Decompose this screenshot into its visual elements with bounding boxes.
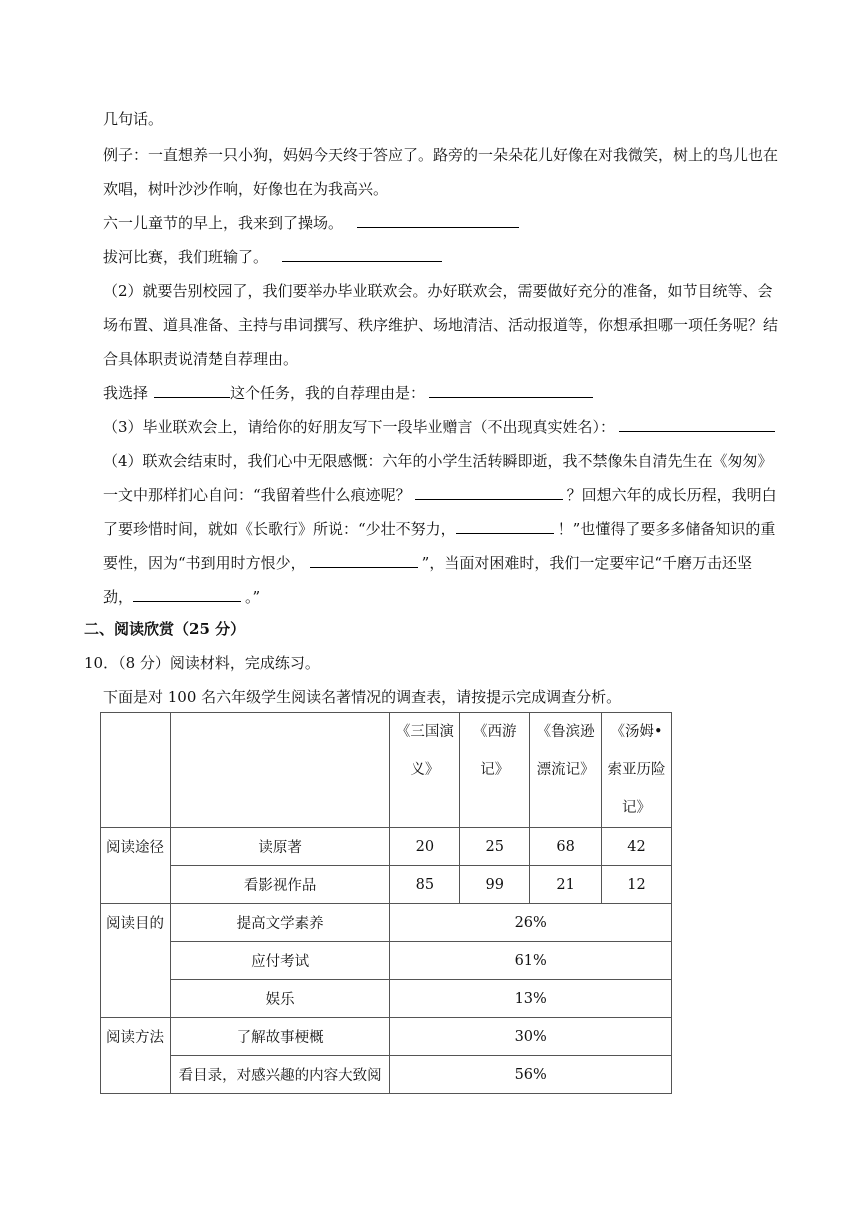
percent-cell: 30% — [390, 1018, 672, 1056]
part4-line-3 — [103, 518, 775, 540]
question-10-title: 10．（8 分）阅读材料，完成练习。 — [84, 654, 320, 672]
data-cell: 85 — [390, 866, 460, 904]
book-header: 《鲁滨逊 漂流记》 — [530, 713, 602, 828]
category-label: 阅读目的 — [101, 904, 171, 1018]
table-row — [101, 1056, 672, 1094]
part4-text: 要性，因为“书到用时方恨少， — [103, 554, 306, 572]
row-name: 应付考试 — [170, 942, 390, 980]
table-row — [101, 942, 672, 980]
task-blank[interactable] — [154, 383, 230, 398]
table-row — [101, 1018, 672, 1056]
book-header: 《三国演 义》 — [390, 713, 460, 828]
row-name: 看目录，对感兴趣的内容大致阅 — [170, 1056, 390, 1094]
part4-line-4 — [103, 552, 752, 574]
row-name: 提高文学素养 — [170, 904, 390, 942]
table-row — [101, 866, 672, 904]
data-cell: 12 — [602, 866, 672, 904]
part4-text: 劲， — [103, 588, 134, 606]
part3-line — [103, 416, 779, 438]
answer-blank[interactable] — [282, 247, 442, 262]
choose-label: 我选择 — [103, 384, 149, 402]
data-cell: 20 — [390, 828, 460, 866]
data-cell: 68 — [530, 828, 602, 866]
category-label: 阅读方法 — [101, 1018, 171, 1094]
survey-table — [100, 712, 672, 1094]
example-line-1: 例子：一直想养一只小狗，妈妈今天终于答应了。路旁的一朵朵花儿好像在对我微笑，树上的鸟儿也在 — [103, 146, 779, 164]
row-name: 了解故事梗概 — [170, 1018, 390, 1056]
data-cell: 99 — [460, 866, 530, 904]
category-label: 阅读途径 — [101, 828, 171, 904]
prompt-line-1 — [103, 212, 523, 234]
percent-cell: 61% — [390, 942, 672, 980]
part4-line-1: （4）联欢会结束时，我们心中无限感慨：六年的小学生活转瞬即逝，我不禁像朱自清先生在《匆匆》 — [103, 452, 773, 470]
table-header-row — [101, 713, 672, 828]
row-name: 看影视作品 — [170, 866, 390, 904]
table-row — [101, 980, 672, 1018]
answer-blank[interactable] — [133, 587, 241, 602]
part3-text: （3）毕业联欢会上，请给你的好朋友写下一段毕业赠言（不出现真实姓名）： — [103, 418, 616, 436]
prompt-text: 六一儿童节的早上，我来到了操场。 — [103, 214, 344, 232]
data-cell: 21 — [530, 866, 602, 904]
farewell-blank[interactable] — [619, 417, 775, 432]
prompt-text: 拔河比赛，我们班输了。 — [103, 248, 269, 266]
prompt-line-2 — [103, 246, 446, 268]
part2-line-1: （2）就要告别校园了，我们要举办毕业联欢会。办好联欢会，需要做好充分的准备，如节目统等、会 — [103, 282, 773, 300]
part4-text: ”，当面对困难时，我们一定要牢记“千磨万击还坚 — [421, 554, 753, 572]
choose-reason-label: 这个任务，我的自荐理由是： — [230, 384, 426, 402]
part4-text: ？回想六年的成长历程，我明白 — [566, 486, 777, 504]
example-line-2: 欢唱，树叶沙沙作响，好像也在为我高兴。 — [103, 180, 389, 198]
section-heading: 二、阅读欣赏（25 分） — [84, 620, 246, 638]
part4-text: 了要珍惜时间，就如《长歌行》所说：“少壮不努力， — [103, 520, 456, 538]
blank-cell — [101, 713, 171, 828]
table-intro: 下面是对 100 名六年级学生阅读名著情况的调查表，请按提示完成调查分析。 — [103, 688, 622, 706]
percent-cell: 56% — [390, 1056, 672, 1094]
book-header: 《汤姆• 索亚历险 记》 — [602, 713, 672, 828]
answer-blank[interactable] — [310, 553, 418, 568]
part4-line-2 — [103, 484, 777, 506]
data-cell: 25 — [460, 828, 530, 866]
table-row — [101, 828, 672, 866]
percent-cell: 13% — [390, 980, 672, 1018]
part2-line-2: 场布置、道具准备、主持与串词撰写、秩序维护、场地清洁、活动报道等，你想承担哪一项任务呢？结 — [103, 316, 779, 334]
part2-choose-line — [103, 382, 597, 404]
answer-blank[interactable] — [415, 485, 563, 500]
text-line: 几句话。 — [103, 110, 164, 128]
part4-text: 。” — [245, 588, 261, 606]
answer-blank[interactable] — [456, 519, 554, 534]
row-name: 娱乐 — [170, 980, 390, 1018]
part4-line-5 — [103, 586, 260, 608]
reason-blank[interactable] — [429, 383, 593, 398]
row-name: 读原著 — [170, 828, 390, 866]
part4-text: ！”也懂得了要多多储备知识的重 — [557, 520, 776, 538]
part2-line-3: 合具体职责说清楚自荐理由。 — [103, 350, 299, 368]
book-header: 《西游 记》 — [460, 713, 530, 828]
answer-blank[interactable] — [357, 213, 519, 228]
percent-cell: 26% — [390, 904, 672, 942]
blank-cell — [170, 713, 390, 828]
table-row — [101, 904, 672, 942]
data-cell: 42 — [602, 828, 672, 866]
part4-text: 一文中那样扪心自问：“我留着些什么痕迹呢？ — [103, 486, 411, 504]
